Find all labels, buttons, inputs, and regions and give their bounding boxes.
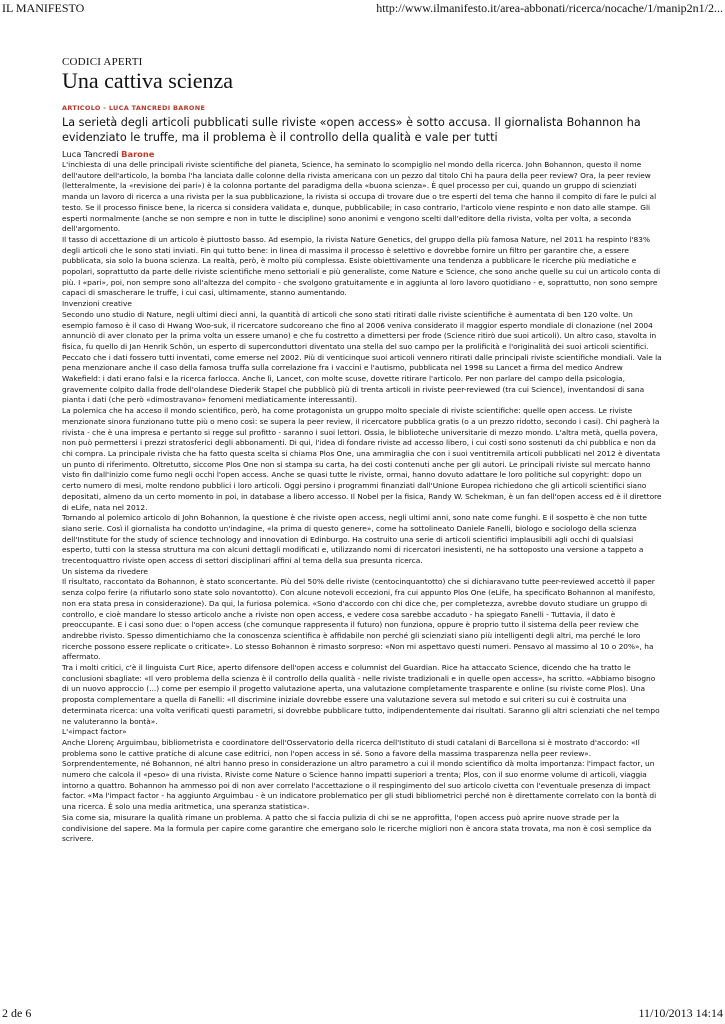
article [62, 56, 662, 845]
print-header-url: http://www.ilmanifesto.it/area-abbonati/ricerca/nocache/1/manip2n1/2... [376, 1, 723, 15]
paragraph: Secondo uno studio di Nature, negli ultimi dieci anni, la quantità di articoli che sono stati ritirati dalle riviste scientifiche è aumentata di ben 120 volte. Un esempio famoso è il caso di Hwang Woo-suk, il ricercatore sudcoreano che fino al 2006 veniva considerato il maggior esperto mondiale di clonazione (nel 2004 annunciò di aver clonato per la prima volta un essere umano) e che fu costretto a dimettersi per frode (Science ritirò due suoi articoli). Un altro caso, stavolta in fisica, fu quello di Jan Henrik Schön, un esperto di superconduttori diventato una stella del suo campo per la prolificità e l'originalità dei suoi articoli scientifici. Peccato che i dati fossero tutti inventati, come emerse nel 2002. Più di venticinque suoi articoli vennero ritirati dalle principali riviste scientifiche mondiali. Vale la pena menzionare anche il caso della famosa truffa sulla correlazione fra i vaccini e l'autismo, pubblicata nel 1998 su Lancet a firma del medico Andrew Wakefield: i dati erano falsi e la ricerca farlocca. Anche lì, Lancet, con molte scuse, dovette ritirare l'articolo. Per non parlare del campo della psicologia, gravemente colpito dalla frode dell'olandese Diederik Stapel che pubblicò più di trenta articoli in riviste peer-reviewed (tra cui Science), inventandosi di sana pianta i dati (che però «dimostravano» fenomeni mediaticamente interessanti). [62, 309, 662, 405]
paragraph: La polemica che ha acceso il mondo scientifico, però, ha come protagonista un gruppo molto speciale di riviste scientifiche: quelle open access. Le riviste menzionate sinora funzionano tutte più o meno così: se supera la peer review, il ricercatore pubblica gratis (o a un prezzo ridotto, secondo i casi). Chi pagherà la rivista - che è una impresa e pertanto si regge sul profitto - saranno i suoi lettori. Ossia, le biblioteche universitarie di mezzo mondo. L'altra metà, quella povera, non può permettersi i prezzi stratosferici degli abbonamenti. Di qui, l'idea di fondare riviste ad accesso libero, i cui costi sono sostenuti da chi pubblica e non da chi compra. La principale rivista che ha fatto questa scelta si chiama Plos One, una ammiraglia che con i suoi ventitremila articoli pubblicati nel 2012 è diventata un punto di riferimento. Oltretutto, siccome Plos One non si stampa su carta, ha dei costi contenuti anche per gli autori. Le principali riviste sul mercato hanno visto fin dall'inizio come fumo negli occhi l'open access. Anche se quasi tutte le riviste, ormai, hanno dovuto adattare le loro politiche sul copyright: dopo un certo numero di mesi, molte rendono pubblici i loro articoli. Oggi persino i programmi finanziati dall'Unione Europea richiedono che gli articoli scientifici siano depositati, almeno da un certo momento in poi, in database a libero accesso. Il Nobel per la fisica, Randy W. Schekman, è un fan dell'open access ed è il direttore di eLife, nata nel 2012. [62, 406, 662, 512]
print-header [2, 1, 723, 15]
print-timestamp: 11/10/2013 14:14 [638, 1006, 723, 1020]
subheading: Invenzioni creative [62, 299, 132, 309]
print-header-source: IL MANIFESTO [2, 1, 85, 15]
article-kicker: ARTICOLO - LUCA TANCREDI BARONE [62, 104, 206, 112]
section-label: CODICI APERTI [62, 56, 143, 68]
article-body [62, 160, 662, 845]
subheading: L'«impact factor» [62, 727, 127, 737]
byline-name: Luca Tancredi [62, 149, 119, 159]
page-count: 2 de 6 [2, 1006, 32, 1020]
paragraph: L'inchiesta di una delle principali riviste scientifiche del pianeta, Science, ha seminato lo scompiglio nel mondo della ricerca. John Bohannon, questo il nome dell'autore dell'articolo, la bomba l'ha lanciata dalle colonne della rivista americana con un pezzo dal titolo Chi ha paura della peer review? Ora, la peer review (letteralmente, la «revisione dei pari») è la colonna portante del paradigma della «buona scienza». È quel processo per cui, quando un gruppo di scienziati manda un lavoro di ricerca a una rivista per la sua pubblicazione, la rivista si occupa di trovare due o tre esperti del tema che hanno il compito di fare le pulci al testo. Se il processo finisce bene, la ricerca si considera validata e, dunque, pubblicabile; in caso contrario, l'articolo viene respinto e non dato alle stampe. Gli esperti normalmente (anche se non sempre e non in tutte le discipline) sono anonimi e vengono scelti dall'editore della rivista, volta per volta, a seconda dell'argomento. [62, 160, 657, 234]
article-title: Una cattiva scienza [62, 68, 234, 93]
paragraph: Anche Llorenç Arguimbau, bibliometrista e coordinatore dell'Osservatorio della ricerca dell'Istituto di studi catalani di Barcellona si è mostrato d'accordo: «Il problema sono le cattive pratiche di alcune case editrici, non l'open access in sé. Sono a favore della massima trasparenza nella peer review». [62, 737, 640, 758]
byline-surname: Barone [121, 149, 155, 159]
byline [62, 148, 662, 160]
article-summary: La serietà degli articoli pubblicati sulle riviste «open access» è sotto accusa. Il giornalista Bohannon ha evidenziato le truffe, ma il problema è il controllo della qualità e vale per tutti [62, 116, 641, 144]
paragraph: Il tasso di accettazione di un articolo è piuttosto basso. Ad esempio, la rivista Nature Genetics, del gruppo della più famosa Nature, nel 2011 ha respinto l'83% degli articoli che le sono stati inviati. Fin qui tutto bene: in linea di massima il processo è selettivo e dovrebbe fornire un filtro per garantire che, a essere pubblicata, sia solo la buona scienza. La realtà, però, è molto più complessa. Esiste obiettivamente una tendenza a pubblicare le ricerche più mediatiche e popolari, soprattutto da parte delle riviste scientifiche meno settoriali e più generaliste, come Nature e Science, che sono anche quelle su cui un articolo conta di più. I «pari», poi, non sempre sono all'altezza del compito - che svolgono gratuitamente e in aggiunta al loro lavoro quotidiano - e, soprattutto, non sono sempre capaci di smascherare le truffe, i cui casi, ultimamente, stanno aumentando. [62, 234, 661, 298]
paragraph: Sorprendentemente, né Bohannon, né altri hanno preso in considerazione un altro parametro a cui il mondo scientifico dà molta importanza: l'impact factor, un numero che calcola il «peso» di una rivista. Riviste come Nature o Science hanno impatti superiori a trenta; Plos, con il suo enorme volume di articoli, viaggia intorno a quattro. Bohannon ha ammesso poi di non aver correlato l'accettazione o il respingimento del suo articolo civetta con l'eventuale presenza di impact factor. «Ma l'impact factor - ha aggiunto Arguimbau - è un indicatore problematico per gli studi bibliometrici perché non è direttamente correlato con la bontà di una ricerca. È solo una media aritmetica, una speranza statistica». [62, 759, 657, 812]
paragraph: Il risultato, raccontato da Bohannon, è stato sconcertante. Più del 50% delle riviste (centocinquantotto) che si dichiaravano tutte peer-reviewed accettò il paper senza colpo ferire (a rifiutarlo sono state solo novantotto). Con alcune notevoli eccezioni, fra cui appunto Plos One (eLife, ha specificato Bohannon al manifesto, non era stata presa in considerazione). Da qui, la furiosa polemica. «Sono d'accordo con chi dice che, per completezza, avrebbe dovuto studiare un gruppo di controllo, e cioè mandare lo stesso articolo anche a riviste non open access, e vedere cosa sarebbe accaduto - ha spiegato Fanelli - Tuttavia, il dato è preoccupante. E i casi sono due: o l'open access (che comunque rappresenta il futuro) non funziona, oppure è proprio tutto il sistema della peer review che andrebbe rivisto. Spesso dimentichiamo che la conoscenza scientifica è affidabile non perché gli scienziati siano più intelligenti degli altri, ma perché le loro ricerche possono essere replicate o criticate». Lo stesso Bohannon è rimasto sorpreso: «Non mi aspettavo questi numeri. Pensavo al massimo al 10 o 20%», ha affermato. [62, 577, 656, 662]
print-footer [2, 1006, 723, 1020]
paragraph: Sia come sia, misurare la qualità rimane un problema. A patto che si faccia pulizia di chi se ne approfitta, l'open access può aprire nuove strade per la condivisione del sapere. Ma la formula per capire come garantire che emergano solo le ricerche migliori non è ancora stata trovata, ma non è così semplice da scrivere. [62, 812, 652, 844]
subheading: Un sistema da rivedere [62, 566, 148, 576]
paragraph: Tra i molti critici, c'è il linguista Curt Rice, aperto difensore dell'open access e columnist del Guardian. Rice ha attaccato Science, dicendo che ha tratto le conclusioni sbagliate: «Il vero problema della scienza è il controllo della qualità - nelle riviste tradizionali e in quelle open access», ha scritto. «Abbiamo bisogno di un nuovo approccio (...) come per esempio il progetto valutazione aperta, una valutazione completamente trasparente e online (su riviste come Plos). Una proposta complementare a quella di Fanelli: «Il discrimine iniziale dovrebbe essere una valutazione severa sul metodo e sui criteri su cui è costruita una determinata ricerca: una volta verificati questi parametri, si dovrebbe pubblicare tutto, indipendentemente dai risultati. Saranno gli altri scienziati che nel tempo ne valuteranno la bontà». [62, 663, 660, 726]
paragraph: Tornando al polemico articolo di John Bohannon, la questione è che riviste open access, negli ultimi anni, sono nate come funghi. E il sospetto è che non tutte siano serie. Così il giornalista ha condotto un'indagine, «la prima di questo genere», come ha sottolineato Daniele Fanelli, biologo e sociologo della scienza dell'Institute for the study of science technology and innovation di Edinburgo. Ha costruito una serie di articoli scientifici implausibili agli occhi di qualsiasi esperto, tutti con la stessa struttura ma con alcuni dettagli modificati e, utilizzando nomi di ricercatori inesistenti, ne ha sottoposto una versione a tappeto a trecentoquattro riviste open access di settori disciplinari affini al tema della sua presunta ricerca. [62, 513, 647, 566]
